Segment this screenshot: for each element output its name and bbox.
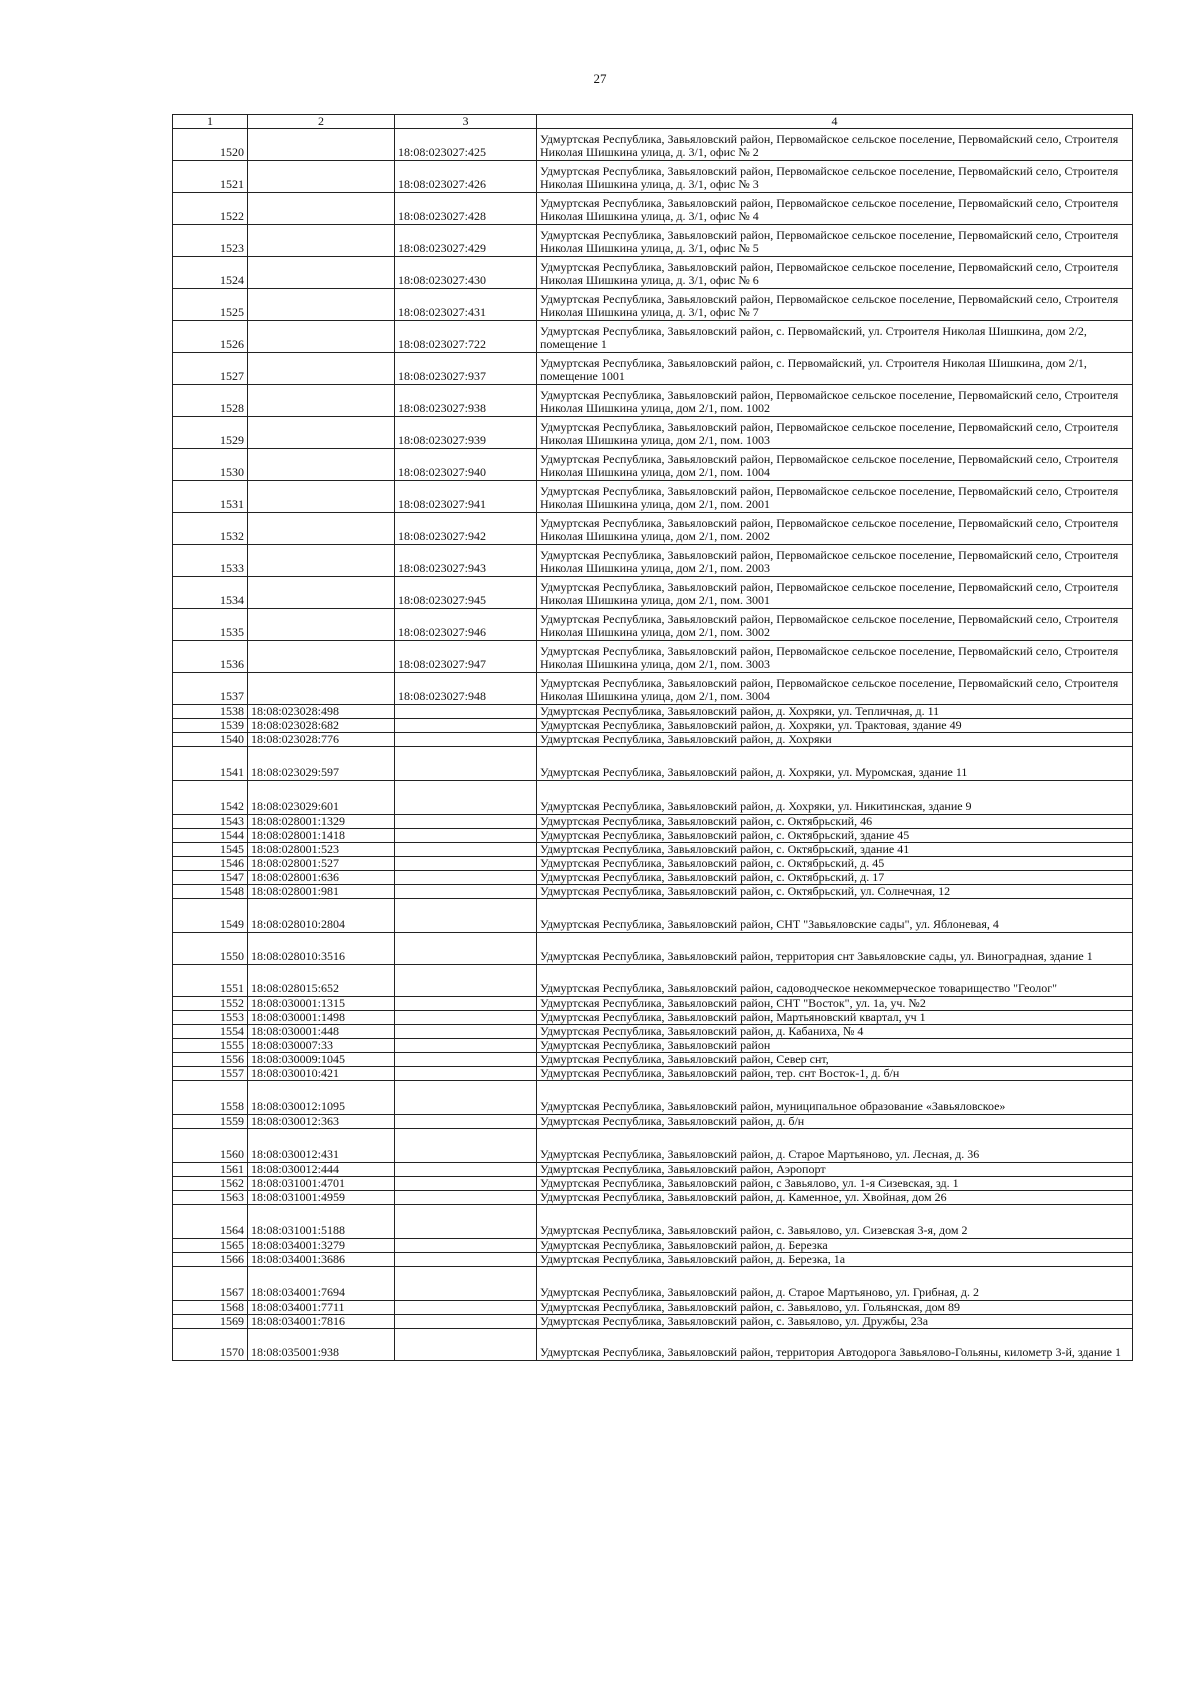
address-cell: Удмуртская Республика, Завьяловский район, садоводческое некоммерческое товарищество "Геолог" — [537, 965, 1133, 997]
address-cell: Удмуртская Республика, Завьяловский район, д. Хохряки, ул. Тепличная, д. 11 — [537, 705, 1133, 719]
address-cell: Удмуртская Республика, Завьяловский район, с. Завьялово, ул. Гольянская, дом 89 — [537, 1301, 1133, 1315]
address-cell: Удмуртская Республика, Завьяловский район, тер. снт Восток-1, д. б/н — [537, 1067, 1133, 1081]
cadastral-number-cell — [248, 417, 395, 449]
row-number-cell: 1555 — [173, 1039, 248, 1053]
cadastral-number-alt-cell: 18:08:023027:425 — [395, 129, 537, 161]
cadastral-number-cell: 18:08:030009:1045 — [248, 1053, 395, 1067]
address-cell: Удмуртская Республика, Завьяловский район, с. Первомайский, ул. Строителя Николая Шишкина, дом 2/2, помещение 1 — [537, 321, 1133, 353]
table-row — [173, 705, 1133, 719]
cadastral-number-cell — [248, 577, 395, 609]
row-number-cell: 1554 — [173, 1025, 248, 1039]
address-cell: Удмуртская Республика, Завьяловский район, Мартьяновский квартал, уч 1 — [537, 1011, 1133, 1025]
cadastral-number-alt-cell: 18:08:023027:937 — [395, 353, 537, 385]
table-row — [173, 1239, 1133, 1253]
table-row — [173, 885, 1133, 899]
cadastral-number-cell: 18:08:030012:444 — [248, 1163, 395, 1177]
cadastral-number-alt-cell — [395, 733, 537, 747]
cadastral-number-cell — [248, 641, 395, 673]
address-cell: Удмуртская Республика, Завьяловский район, д. Хохряки, ул. Никитинская, здание 9 — [537, 781, 1133, 815]
cadastral-number-alt-cell: 18:08:023027:428 — [395, 193, 537, 225]
table-row — [173, 1205, 1133, 1239]
address-cell: Удмуртская Республика, Завьяловский район, Первомайское сельское поселение, Первомайский село, Строителя Николая Шишкина улица, дом 2/1, пом. 2001 — [537, 481, 1133, 513]
row-number-cell: 1570 — [173, 1329, 248, 1361]
table-row — [173, 1163, 1133, 1177]
table-row — [173, 609, 1133, 641]
cadastral-number-cell: 18:08:023028:776 — [248, 733, 395, 747]
table-row — [173, 641, 1133, 673]
row-number-cell: 1543 — [173, 815, 248, 829]
cadastral-number-alt-cell — [395, 705, 537, 719]
table-row — [173, 829, 1133, 843]
row-number-cell: 1540 — [173, 733, 248, 747]
cadastral-number-alt-cell: 18:08:023027:946 — [395, 609, 537, 641]
cadastral-number-alt-cell: 18:08:023027:429 — [395, 225, 537, 257]
page-number: 27 — [593, 71, 607, 86]
row-number-cell: 1566 — [173, 1253, 248, 1267]
cadastral-number-alt-cell — [395, 1039, 537, 1053]
cadastral-number-cell: 18:08:034001:3686 — [248, 1253, 395, 1267]
cadastral-number-cell — [248, 193, 395, 225]
row-number-cell: 1558 — [173, 1081, 248, 1115]
row-number-cell: 1563 — [173, 1191, 248, 1205]
cadastral-number-cell: 18:08:023029:597 — [248, 747, 395, 781]
cadastral-number-cell: 18:08:030001:1315 — [248, 997, 395, 1011]
cadastral-number-alt-cell — [395, 871, 537, 885]
table-row — [173, 781, 1133, 815]
address-cell: Удмуртская Республика, Завьяловский район, с. Октябрьский, д. 17 — [537, 871, 1133, 885]
row-number-cell: 1528 — [173, 385, 248, 417]
cadastral-number-cell — [248, 449, 395, 481]
address-cell: Удмуртская Республика, Завьяловский район, Первомайское сельское поселение, Первомайский село, Строителя Николая Шишкина улица, д. 3/1, офис № 6 — [537, 257, 1133, 289]
table-row — [173, 289, 1133, 321]
row-number-cell: 1527 — [173, 353, 248, 385]
address-cell: Удмуртская Республика, Завьяловский район, д. Хохряки, ул. Муромская, здание 11 — [537, 747, 1133, 781]
address-cell: Удмуртская Республика, Завьяловский район, Первомайское сельское поселение, Первомайский село, Строителя Николая Шишкина улица, дом 2/1, пом. 1002 — [537, 385, 1133, 417]
cadastral-number-alt-cell — [395, 843, 537, 857]
row-number-cell: 1537 — [173, 673, 248, 705]
cadastral-number-alt-cell — [395, 1315, 537, 1329]
address-cell: Удмуртская Республика, Завьяловский район, Первомайское сельское поселение, Первомайский село, Строителя Николая Шишкина улица, д. 3/1, офис № 7 — [537, 289, 1133, 321]
cadastral-number-cell: 18:08:028001:527 — [248, 857, 395, 871]
cadastral-number-alt-cell: 18:08:023027:938 — [395, 385, 537, 417]
address-cell: Удмуртская Республика, Завьяловский район, СНТ "Восток", ул. 1а, уч. №2 — [537, 997, 1133, 1011]
table-row — [173, 321, 1133, 353]
table-row — [173, 747, 1133, 781]
cadastral-number-cell: 18:08:031001:4959 — [248, 1191, 395, 1205]
cadastral-number-alt-cell — [395, 747, 537, 781]
cadastral-number-cell — [248, 321, 395, 353]
table-row — [173, 257, 1133, 289]
cadastral-number-alt-cell — [395, 1053, 537, 1067]
cadastral-number-alt-cell — [395, 1025, 537, 1039]
cadastral-number-alt-cell — [395, 829, 537, 843]
cadastral-number-cell: 18:08:028010:2804 — [248, 899, 395, 933]
address-cell: Удмуртская Республика, Завьяловский район, с. Октябрьский, здание 41 — [537, 843, 1133, 857]
address-cell: Удмуртская Республика, Завьяловский район, с. Завьялово, ул. Дружбы, 23а — [537, 1315, 1133, 1329]
cadastral-number-cell — [248, 353, 395, 385]
cadastral-number-cell — [248, 481, 395, 513]
cadastral-number-alt-cell: 18:08:023027:943 — [395, 545, 537, 577]
cadastral-number-cell — [248, 257, 395, 289]
cadastral-number-cell: 18:08:028001:523 — [248, 843, 395, 857]
row-number-cell: 1523 — [173, 225, 248, 257]
cadastral-number-cell: 18:08:030010:421 — [248, 1067, 395, 1081]
address-cell: Удмуртская Республика, Завьяловский район, территория Автодорога Завьялово-Гольяны, километр 3-й, здание 1 — [537, 1329, 1133, 1361]
table-row — [173, 1115, 1133, 1129]
table-row — [173, 997, 1133, 1011]
table-row — [173, 871, 1133, 885]
address-cell: Удмуртская Республика, Завьяловский район, д. Кабаниха, № 4 — [537, 1025, 1133, 1039]
table-row — [173, 733, 1133, 747]
cadastral-number-alt-cell: 18:08:023027:722 — [395, 321, 537, 353]
address-cell: Удмуртская Республика, Завьяловский район, Первомайское сельское поселение, Первомайский село, Строителя Николая Шишкина улица, дом 2/1, пом. 1003 — [537, 417, 1133, 449]
registry-table — [172, 114, 1133, 1361]
table-row — [173, 577, 1133, 609]
cadastral-number-cell: 18:08:031001:5188 — [248, 1205, 395, 1239]
cadastral-number-alt-cell — [395, 781, 537, 815]
cadastral-number-alt-cell — [395, 1267, 537, 1301]
address-cell: Удмуртская Республика, Завьяловский район, Первомайское сельское поселение, Первомайский село, Строителя Николая Шишкина улица, д. 3/1, офис № 5 — [537, 225, 1133, 257]
address-cell: Удмуртская Республика, Завьяловский район, с. Первомайский, ул. Строителя Николая Шишкина, дом 2/1, помещение 1001 — [537, 353, 1133, 385]
cadastral-number-alt-cell — [395, 997, 537, 1011]
cadastral-number-alt-cell: 18:08:023027:945 — [395, 577, 537, 609]
address-cell: Удмуртская Республика, Завьяловский район, Первомайское сельское поселение, Первомайский село, Строителя Николая Шишкина улица, д. 3/1, офис № 4 — [537, 193, 1133, 225]
table-row — [173, 1011, 1133, 1025]
table-row — [173, 1067, 1133, 1081]
row-number-cell: 1548 — [173, 885, 248, 899]
table-row — [173, 719, 1133, 733]
cadastral-number-cell: 18:08:028001:636 — [248, 871, 395, 885]
table-row — [173, 513, 1133, 545]
table-row — [173, 673, 1133, 705]
address-cell: Удмуртская Республика, Завьяловский район, Первомайское сельское поселение, Первомайский село, Строителя Николая Шишкина улица, д. 3/1, офис № 2 — [537, 129, 1133, 161]
cadastral-number-alt-cell: 18:08:023027:940 — [395, 449, 537, 481]
address-cell: Удмуртская Республика, Завьяловский район, Первомайское сельское поселение, Первомайский село, Строителя Николая Шишкина улица, дом 2/1, пом. 1004 — [537, 449, 1133, 481]
address-cell: Удмуртская Республика, Завьяловский район, д. Каменное, ул. Хвойная, дом 26 — [537, 1191, 1133, 1205]
row-number-cell: 1533 — [173, 545, 248, 577]
cadastral-number-alt-cell — [395, 933, 537, 965]
cadastral-number-alt-cell — [395, 857, 537, 871]
row-number-cell: 1567 — [173, 1267, 248, 1301]
row-number-cell: 1536 — [173, 641, 248, 673]
table-row — [173, 353, 1133, 385]
row-number-cell: 1559 — [173, 1115, 248, 1129]
address-cell: Удмуртская Республика, Завьяловский район, д. Старое Мартьяново, ул. Грибная, д. 2 — [537, 1267, 1133, 1301]
cadastral-number-alt-cell — [395, 1115, 537, 1129]
address-cell: Удмуртская Республика, Завьяловский район, с. Завьялово, ул. Сизевская 3-я, дом 2 — [537, 1205, 1133, 1239]
table-row — [173, 1129, 1133, 1163]
row-number-cell: 1546 — [173, 857, 248, 871]
table-row — [173, 843, 1133, 857]
table-row — [173, 1081, 1133, 1115]
table-row — [173, 1191, 1133, 1205]
cadastral-number-alt-cell — [395, 1081, 537, 1115]
cadastral-number-cell: 18:08:035001:938 — [248, 1329, 395, 1361]
row-number-cell: 1551 — [173, 965, 248, 997]
address-cell: Удмуртская Республика, Завьяловский район, с. Октябрьский, 46 — [537, 815, 1133, 829]
table-row — [173, 225, 1133, 257]
cadastral-number-alt-cell — [395, 1011, 537, 1025]
cadastral-number-cell: 18:08:023029:601 — [248, 781, 395, 815]
cadastral-number-cell: 18:08:034001:7711 — [248, 1301, 395, 1315]
address-cell: Удмуртская Республика, Завьяловский район, территория снт Завьяловские сады, ул. Виноградная, здание 1 — [537, 933, 1133, 965]
address-cell: Удмуртская Республика, Завьяловский район, с. Октябрьский, ул. Солнечная, 12 — [537, 885, 1133, 899]
row-number-cell: 1532 — [173, 513, 248, 545]
row-number-cell: 1535 — [173, 609, 248, 641]
cadastral-number-alt-cell: 18:08:023027:947 — [395, 641, 537, 673]
address-cell: Удмуртская Республика, Завьяловский район, Аэропорт — [537, 1163, 1133, 1177]
cadastral-number-alt-cell — [395, 1191, 537, 1205]
table-body — [173, 129, 1133, 1361]
row-number-cell: 1565 — [173, 1239, 248, 1253]
row-number-cell: 1557 — [173, 1067, 248, 1081]
cadastral-number-cell: 18:08:023028:682 — [248, 719, 395, 733]
cadastral-number-alt-cell — [395, 885, 537, 899]
row-number-cell: 1520 — [173, 129, 248, 161]
cadastral-number-alt-cell — [395, 1253, 537, 1267]
cadastral-number-alt-cell — [395, 719, 537, 733]
row-number-cell: 1541 — [173, 747, 248, 781]
table-row — [173, 815, 1133, 829]
row-number-cell: 1526 — [173, 321, 248, 353]
column-header-2: 2 — [248, 115, 395, 129]
cadastral-number-cell — [248, 673, 395, 705]
row-number-cell: 1538 — [173, 705, 248, 719]
column-header-4: 4 — [537, 115, 1133, 129]
table-row — [173, 1315, 1133, 1329]
row-number-cell: 1544 — [173, 829, 248, 843]
table-row — [173, 1329, 1133, 1361]
cadastral-number-alt-cell: 18:08:023027:426 — [395, 161, 537, 193]
table-row — [173, 193, 1133, 225]
row-number-cell: 1560 — [173, 1129, 248, 1163]
column-header-3: 3 — [395, 115, 537, 129]
address-cell: Удмуртская Республика, Завьяловский район, с. Октябрьский, здание 45 — [537, 829, 1133, 843]
cadastral-number-alt-cell: 18:08:023027:941 — [395, 481, 537, 513]
row-number-cell: 1556 — [173, 1053, 248, 1067]
cadastral-number-alt-cell — [395, 1205, 537, 1239]
cadastral-number-cell — [248, 513, 395, 545]
address-cell: Удмуртская Республика, Завьяловский район, д. Хохряки, ул. Трактовая, здание 49 — [537, 719, 1133, 733]
table-row — [173, 1301, 1133, 1315]
cadastral-number-cell: 18:08:034001:7694 — [248, 1267, 395, 1301]
cadastral-number-alt-cell — [395, 1301, 537, 1315]
table-row — [173, 1253, 1133, 1267]
cadastral-number-alt-cell — [395, 899, 537, 933]
cadastral-number-cell: 18:08:031001:4701 — [248, 1177, 395, 1191]
cadastral-number-alt-cell — [395, 1239, 537, 1253]
cadastral-number-cell: 18:08:030012:1095 — [248, 1081, 395, 1115]
table-row — [173, 965, 1133, 997]
table-row — [173, 1267, 1133, 1301]
cadastral-number-cell: 18:08:028001:1329 — [248, 815, 395, 829]
cadastral-number-cell — [248, 129, 395, 161]
cadastral-number-alt-cell — [395, 1177, 537, 1191]
row-number-cell: 1525 — [173, 289, 248, 321]
row-number-cell: 1529 — [173, 417, 248, 449]
cadastral-number-cell — [248, 545, 395, 577]
cadastral-number-cell — [248, 289, 395, 321]
table-row — [173, 899, 1133, 933]
cadastral-number-alt-cell — [395, 965, 537, 997]
table-row — [173, 161, 1133, 193]
cadastral-number-cell: 18:08:028010:3516 — [248, 933, 395, 965]
address-cell: Удмуртская Республика, Завьяловский район, Первомайское сельское поселение, Первомайский село, Строителя Николая Шишкина улица, дом 2/1, пом. 3001 — [537, 577, 1133, 609]
table-row — [173, 1053, 1133, 1067]
address-cell: Удмуртская Республика, Завьяловский район, Север снт, — [537, 1053, 1133, 1067]
row-number-cell: 1568 — [173, 1301, 248, 1315]
table-row — [173, 545, 1133, 577]
address-cell: Удмуртская Республика, Завьяловский район, Первомайское сельское поселение, Первомайский село, Строителя Николая Шишкина улица, дом 2/1, пом. 2003 — [537, 545, 1133, 577]
cadastral-number-cell — [248, 225, 395, 257]
cadastral-number-cell — [248, 385, 395, 417]
row-number-cell: 1553 — [173, 1011, 248, 1025]
address-cell: Удмуртская Республика, Завьяловский район, СНТ "Завьяловские сады", ул. Яблоневая, 4 — [537, 899, 1133, 933]
row-number-cell: 1564 — [173, 1205, 248, 1239]
table-row — [173, 449, 1133, 481]
cadastral-number-cell: 18:08:030001:1498 — [248, 1011, 395, 1025]
cadastral-number-cell: 18:08:028015:652 — [248, 965, 395, 997]
address-cell: Удмуртская Республика, Завьяловский район, д. Березка — [537, 1239, 1133, 1253]
cadastral-number-cell: 18:08:030012:363 — [248, 1115, 395, 1129]
table-row — [173, 481, 1133, 513]
cadastral-number-alt-cell — [395, 1067, 537, 1081]
address-cell: Удмуртская Республика, Завьяловский район, Первомайское сельское поселение, Первомайский село, Строителя Николая Шишкина улица, дом 2/1, пом. 2002 — [537, 513, 1133, 545]
table-row — [173, 417, 1133, 449]
cadastral-number-cell: 18:08:030001:448 — [248, 1025, 395, 1039]
address-cell: Удмуртская Республика, Завьяловский район, Первомайское сельское поселение, Первомайский село, Строителя Николая Шишкина улица, д. 3/1, офис № 3 — [537, 161, 1133, 193]
cadastral-number-alt-cell: 18:08:023027:431 — [395, 289, 537, 321]
cadastral-number-cell — [248, 609, 395, 641]
row-number-cell: 1561 — [173, 1163, 248, 1177]
row-number-cell: 1522 — [173, 193, 248, 225]
address-cell: Удмуртская Республика, Завьяловский район, муниципальное образование «Завьяловское» — [537, 1081, 1133, 1115]
cadastral-number-alt-cell: 18:08:023027:942 — [395, 513, 537, 545]
address-cell: Удмуртская Республика, Завьяловский район, с. Октябрьский, д. 45 — [537, 857, 1133, 871]
address-cell: Удмуртская Республика, Завьяловский район, с Завьялово, ул. 1-я Сизевская, зд. 1 — [537, 1177, 1133, 1191]
cadastral-number-alt-cell — [395, 1329, 537, 1361]
cadastral-number-alt-cell — [395, 815, 537, 829]
address-cell: Удмуртская Республика, Завьяловский район — [537, 1039, 1133, 1053]
cadastral-number-alt-cell — [395, 1129, 537, 1163]
row-number-cell: 1550 — [173, 933, 248, 965]
cadastral-number-alt-cell: 18:08:023027:430 — [395, 257, 537, 289]
row-number-cell: 1547 — [173, 871, 248, 885]
cadastral-number-cell — [248, 161, 395, 193]
cadastral-number-cell: 18:08:034001:3279 — [248, 1239, 395, 1253]
address-cell: Удмуртская Республика, Завьяловский район, д. Березка, 1а — [537, 1253, 1133, 1267]
cadastral-number-cell: 18:08:028001:981 — [248, 885, 395, 899]
row-number-cell: 1521 — [173, 161, 248, 193]
row-number-cell: 1569 — [173, 1315, 248, 1329]
cadastral-number-alt-cell — [395, 1163, 537, 1177]
column-header-1: 1 — [173, 115, 248, 129]
cadastral-number-alt-cell: 18:08:023027:939 — [395, 417, 537, 449]
row-number-cell: 1531 — [173, 481, 248, 513]
address-cell: Удмуртская Республика, Завьяловский район, д. Хохряки — [537, 733, 1133, 747]
address-cell: Удмуртская Республика, Завьяловский район, Первомайское сельское поселение, Первомайский село, Строителя Николая Шишкина улица, дом 2/1, пом. 3003 — [537, 641, 1133, 673]
table-row — [173, 857, 1133, 871]
cadastral-number-cell: 18:08:023028:498 — [248, 705, 395, 719]
row-number-cell: 1542 — [173, 781, 248, 815]
header-row — [173, 115, 1133, 129]
table-row — [173, 1039, 1133, 1053]
cadastral-number-alt-cell: 18:08:023027:948 — [395, 673, 537, 705]
table-row — [173, 129, 1133, 161]
row-number-cell: 1549 — [173, 899, 248, 933]
row-number-cell: 1539 — [173, 719, 248, 733]
row-number-cell: 1534 — [173, 577, 248, 609]
row-number-cell: 1530 — [173, 449, 248, 481]
cadastral-number-cell: 18:08:030007:33 — [248, 1039, 395, 1053]
address-cell: Удмуртская Республика, Завьяловский район, д. Старое Мартьяново, ул. Лесная, д. 36 — [537, 1129, 1133, 1163]
cadastral-number-cell: 18:08:030012:431 — [248, 1129, 395, 1163]
table-row — [173, 385, 1133, 417]
row-number-cell: 1562 — [173, 1177, 248, 1191]
address-cell: Удмуртская Республика, Завьяловский район, д. б/н — [537, 1115, 1133, 1129]
address-cell: Удмуртская Республика, Завьяловский район, Первомайское сельское поселение, Первомайский село, Строителя Николая Шишкина улица, дом 2/1, пом. 3004 — [537, 673, 1133, 705]
cadastral-number-cell: 18:08:034001:7816 — [248, 1315, 395, 1329]
row-number-cell: 1524 — [173, 257, 248, 289]
cadastral-number-cell: 18:08:028001:1418 — [248, 829, 395, 843]
row-number-cell: 1545 — [173, 843, 248, 857]
address-cell: Удмуртская Республика, Завьяловский район, Первомайское сельское поселение, Первомайский село, Строителя Николая Шишкина улица, дом 2/1, пом. 3002 — [537, 609, 1133, 641]
table-row — [173, 933, 1133, 965]
table-row — [173, 1177, 1133, 1191]
row-number-cell: 1552 — [173, 997, 248, 1011]
table-row — [173, 1025, 1133, 1039]
